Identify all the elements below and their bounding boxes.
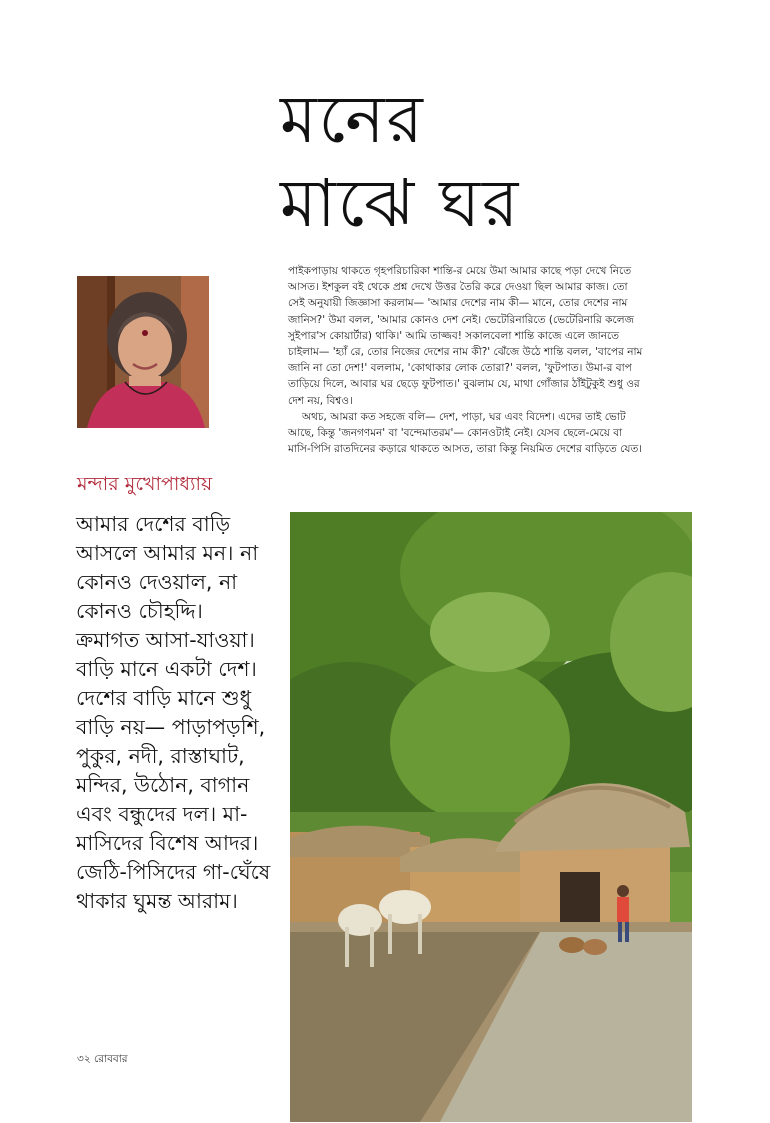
page-footer: ৩২ রোববার	[77, 1053, 128, 1065]
lede-line: থাকার ঘুমন্ত আরাম।	[76, 889, 238, 913]
lede-line: আমার দেশের বাড়ি	[76, 512, 231, 536]
lede-line: জেঠি-পিসিদের গা-ঘেঁষে	[76, 860, 271, 884]
body-line: পাইকপাড়ায় থাকতে গৃহপরিচারিকা শান্তি-র মেয়ে উমা আমার কাছে পড়া দেখে নিতে	[288, 265, 632, 277]
article-title	[280, 78, 600, 246]
body-line: জানিস?' উমা বলল, 'আমার কোনও দেশ নেই। ভেটেরিনারিতে (ভেটেরিনারি কলেজ	[288, 313, 634, 326]
lede-line: মাসিদের বিশেষ আদর।	[76, 831, 259, 855]
body-line: তাড়িয়ে দিলে, আবার ঘর ছেড়ে ফুটপাত।' বুঝলাম যে, মাথা গোঁজার ঠাঁইটুকুই শুধু ওর	[288, 378, 640, 391]
lede-line: বাড়ি নয়— পাড়াপড়শি,	[76, 715, 266, 739]
lede-line: এবং বন্ধুদের দল। মা-	[76, 802, 248, 826]
lede-line: কোনও দেওয়াল, না	[76, 570, 238, 594]
body-line: আছে, কিন্তু 'জনগণমন' বা 'বন্দেমাতরম'— কোনওটাই নেই। যেসব ছেলে-মেয়ে বা	[288, 427, 623, 440]
lede-line: আসলে আমার মন। না	[76, 541, 259, 565]
lede-line: দেশের বাড়ি মানে শুধু	[76, 686, 252, 710]
lede-line: পুকুর, নদী, রাস্তাঘাট,	[76, 744, 245, 768]
village-scene-image	[290, 512, 692, 1122]
author-name: মন্দার মুখোপাধ্যায়	[77, 473, 213, 495]
body-line: দেশ নয়, বিশ্বও।	[288, 394, 353, 407]
article-body	[288, 263, 698, 457]
lede-line: ক্রমাগত আসা-যাওয়া।	[76, 628, 255, 652]
body-line: মাসি-পিসি রাতদিনের কড়ারে থাকতে আসত, তারা কিন্তু নিয়মিত দেশের বাড়িতে যেত।	[288, 443, 643, 456]
lede-line: বাড়ি মানে একটা দেশ।	[76, 657, 257, 681]
lede-text	[76, 510, 276, 916]
author-portrait-image	[77, 276, 209, 428]
title-line-2: মাঝে ঘর	[280, 165, 521, 242]
body-line: সেই অনুযায়ী জিজ্ঞাসা করলাম— 'আমার দেশের নাম কী— মানে, তোর দেশের নাম	[288, 297, 628, 310]
body-line: চাইলাম— 'হ্যাঁ রে, তোর নিজের দেশের নাম কী?' ঝেঁজে উঠে শান্তি বলল, 'বাপের নাম	[288, 346, 643, 359]
lede-line: মন্দির, উঠোন, বাগান	[76, 773, 250, 797]
title-line-1: মনের	[280, 81, 425, 158]
body-line: আসত। ইশকুল বই থেকে প্রশ্ন দেখে উত্তর তৈরি করে দেওয়া ছিল আমার কাজ। তো	[288, 281, 628, 294]
village-photo	[290, 512, 692, 1122]
body-line: অথচ, আমরা কত সহজে বলি— দেশ, পাড়া, ঘর এবং বিদেশ। এদের তাই ভোট	[302, 410, 626, 423]
author-portrait	[77, 276, 209, 428]
body-line: সুইপার'স কোয়ার্টার) থাকি।' আমি তাজ্জব! সকালবেলা শান্তি কাজে এলে জানতে	[288, 329, 620, 342]
lede-line: কোনও চৌহদ্দি।	[76, 599, 203, 623]
body-line: জানি না তো দেশ!' বললাম, 'কোথাকার লোক তোরা?' বলল, 'ফুটপাত। উমা-র বাপ	[288, 362, 632, 375]
